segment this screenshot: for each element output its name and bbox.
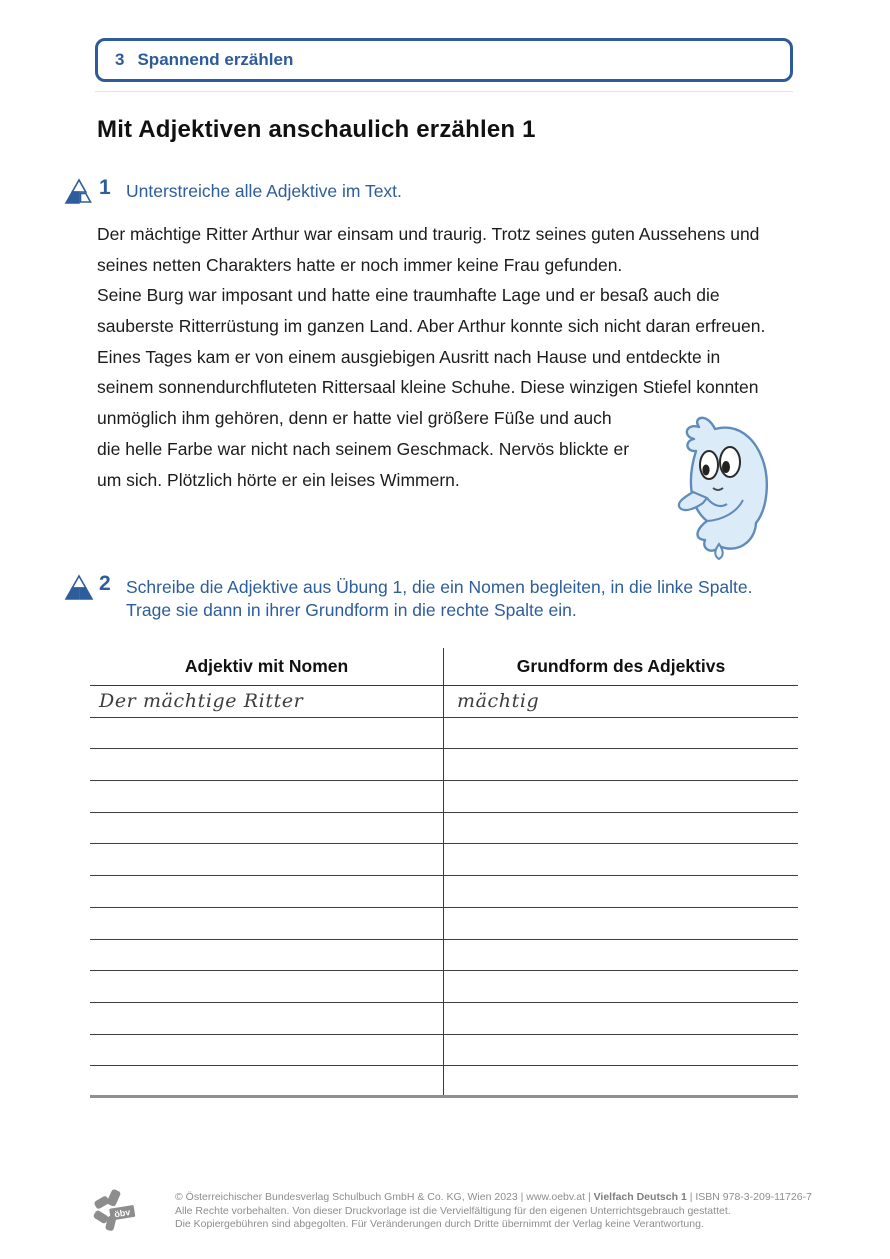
exercise-2-instruction [126,576,753,621]
empty-cell-grundform [444,844,798,875]
exercise-1-instruction: Unterstreiche alle Adjektive im Text. [126,181,402,201]
table-row-empty [90,813,798,845]
table-row-empty [90,908,798,940]
exercise-2-instruction-line-2: Trage sie dann in ihrer Grundform in die rechte Spalte ein. [126,599,577,620]
empty-cell-grundform [444,908,798,939]
empty-cell-grundform [444,749,798,780]
table-header-row [90,648,798,686]
page-title: Mit Adjektiven anschaulich erzählen 1 [97,116,536,143]
story-line: seines netten Charakters hatte er noch immer keine Frau gefunden. [97,254,623,275]
empty-cell-grundform [444,1003,798,1034]
empty-cell-grundform [444,781,798,812]
empty-cell-grundform [444,971,798,1002]
copyright-line-1: © Österreichischer Bundesverlag Schulbuch GmbH & Co. KG, Wien 2023 | www.oebv.at | Vielfach Deutsch 1 | ISBN 978-3-209-11726-7 [175,1191,812,1203]
empty-rows [90,718,798,1099]
empty-cell-adjektiv-mit-nomen [90,1066,444,1095]
table-row-empty [90,971,798,1003]
story-line: sauberste Ritterrüstung im ganzen Land. Aber Arthur konnte sich nicht daran erfreuen. [97,316,766,337]
unit-title: Spannend erzählen [137,50,294,69]
oebv-logo-text: öbv [113,1206,131,1220]
story-line: die helle Farbe war nicht nach seinem Geschmack. Nervös blickte er [97,438,630,459]
filled-cell-adjektiv-mit-nomen [90,686,444,717]
unit-number: 3 [115,50,125,69]
column-header-adjektiv-mit-nomen: Adjektiv mit Nomen [90,648,444,685]
empty-cell-adjektiv-mit-nomen [90,876,444,907]
exercise-2-number: 2 [99,572,111,595]
empty-cell-adjektiv-mit-nomen [90,749,444,780]
exercise-2-instruction-line-1: Schreibe die Adjektive aus Übung 1, die ein Nomen begleiten, in die linke Spalte. [126,577,753,597]
table-row-empty [90,749,798,781]
oebv-logo-icon [92,1188,138,1234]
empty-cell-grundform [444,940,798,971]
empty-cell-grundform [444,718,798,749]
empty-cell-adjektiv-mit-nomen [90,908,444,939]
story-line: Der mächtige Ritter Arthur war einsam und traurig. Trotz seines guten Aussehens und [97,224,760,244]
exercise-1-number: 1 [99,176,111,199]
table-row-empty [90,940,798,972]
unit-banner [95,38,793,82]
difficulty-level-1-icon [64,178,94,204]
adjective-table [90,648,798,1098]
empty-cell-adjektiv-mit-nomen [90,940,444,971]
empty-cell-grundform [444,1035,798,1066]
empty-cell-grundform [444,876,798,907]
empty-cell-adjektiv-mit-nomen [90,813,444,844]
empty-cell-adjektiv-mit-nomen [90,781,444,812]
header-divider [95,91,793,92]
footer-copyright [175,1191,815,1232]
table-row-empty [90,718,798,750]
story-line: um sich. Plötzlich hörte er ein leises Wimmern. [97,469,460,490]
filled-cell-grundform [444,686,798,717]
difficulty-level-2-icon [64,574,94,600]
empty-cell-adjektiv-mit-nomen [90,971,444,1002]
table-row-empty [90,1003,798,1035]
table-row-empty [90,1035,798,1067]
table-row-empty [90,781,798,813]
handwriting-entry: Der mächtige Ritter [99,690,304,712]
story-line: seinem sonnendurchfluteten Rittersaal kleine Schuhe. Diese winzigen Stiefel konnten [97,377,759,398]
copyright-line-3: Die Kopiergebühren sind abgegolten. Für Veränderungen durch Dritte übernimmt der Verlag keine Verantwortung. [175,1218,704,1230]
table-row-empty [90,1066,798,1098]
thinking-ghost-illustration [663,408,781,563]
table-row-empty [90,844,798,876]
story-line: Eines Tages kam er von einem ausgiebigen Ausritt nach Hause und entdeckte in [97,346,721,367]
story-line: Seine Burg war imposant und hatte eine traumhafte Lage und er besaß auch die [97,285,720,306]
empty-cell-grundform [444,1066,798,1095]
copyright-line-2: Alle Rechte vorbehalten. Von dieser Druckvorlage ist die Vervielfältigung für den eigenen Unterrichtsgebrauch gestattet. [175,1204,731,1217]
table-row-filled [90,686,798,718]
story-line: unmöglich ihm gehören, denn er hatte viel größere Füße und auch [97,408,612,429]
table-row-empty [90,876,798,908]
empty-cell-adjektiv-mit-nomen [90,1035,444,1066]
empty-cell-adjektiv-mit-nomen [90,718,444,749]
empty-cell-grundform [444,813,798,844]
empty-cell-adjektiv-mit-nomen [90,1003,444,1034]
empty-cell-adjektiv-mit-nomen [90,844,444,875]
handwriting-entry: mächtig [457,690,540,712]
column-header-grundform: Grundform des Adjektivs [516,656,726,676]
